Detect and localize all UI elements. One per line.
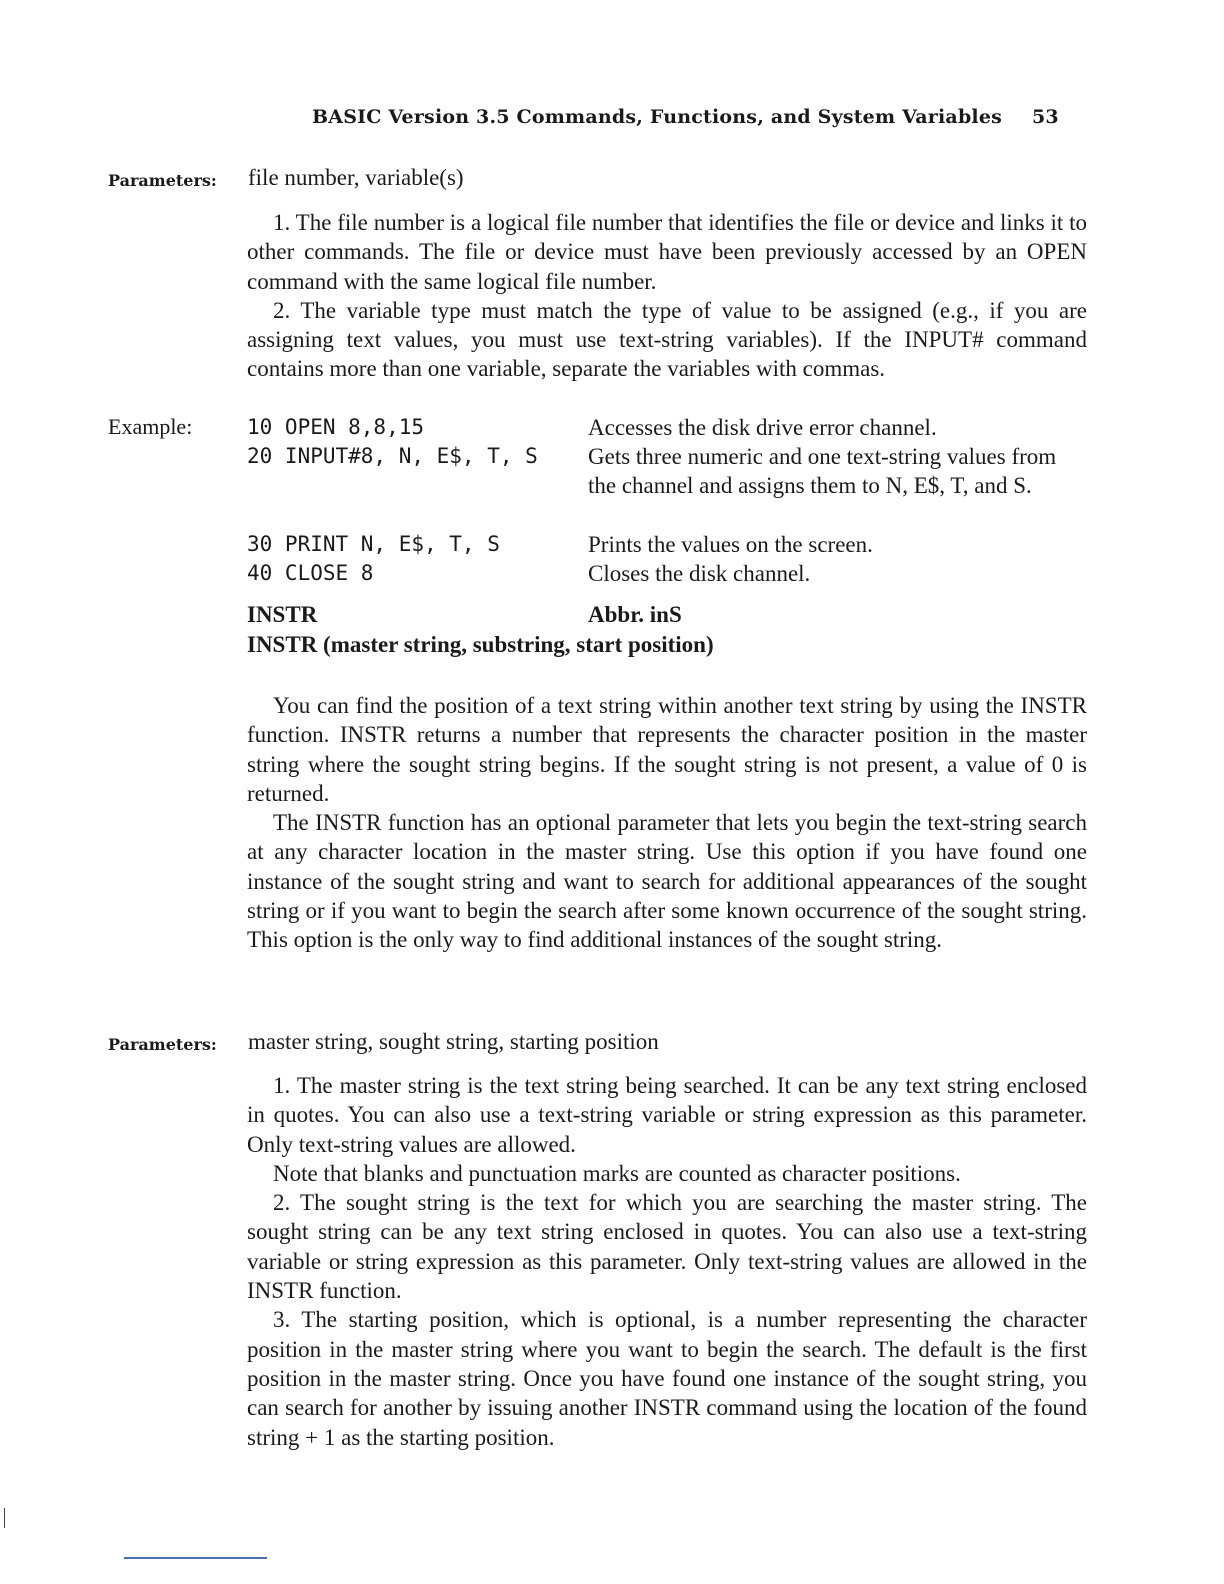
scan-edge-mark (4, 1508, 5, 1528)
example-label: Example: (108, 414, 193, 439)
instr-parameters-label: Parameters: (108, 1035, 217, 1054)
instr-parameter-notes (247, 1071, 1087, 1452)
footer-rule (124, 1557, 267, 1559)
example-code-description: Gets three numeric and one text-string values from the channel and assigns them to N, E$, T, and S. (588, 444, 1057, 499)
instr-abbreviation: Abbr. inS (588, 602, 682, 627)
input-param-2: 2. The variable type must match the type of value to be assigned (e.g., if you are assigning text values, you must use text-string variables). If the INPUT# command contains more than one variable, separate the variables with commas. (247, 297, 1087, 382)
instr-note: Note that blanks and punctuation marks are counted as character positions. (273, 1160, 961, 1186)
example-code-line: 20 INPUT#8, N, E$, T, S (247, 444, 538, 468)
instr-parameters-value: master string, sought string, starting position (248, 1029, 659, 1054)
instr-param-2: 2. The sought string is the text for which you are searching the master string. The sought string can be any text string enclosed in quotes. You can also use a text-string variable or string expression as this parameter. Only text-string values are allowed in the INSTR function. (247, 1190, 1087, 1304)
parameters-value: file number, variable(s) (248, 165, 464, 190)
input-param-1: 1. The file number is a logical file number that identifies the file or device and links it to other commands. The file or device must have been previously accessed by an OPEN command with the same logical file number. (247, 210, 1087, 294)
example-code-description: Accesses the disk drive error channel. (588, 415, 937, 440)
example-code-line: 10 OPEN 8,8,15 (247, 415, 425, 439)
instr-param-1: 1. The master string is the text string being searched. It can be any text string enclosed in quotes. You can also use a text-string variable or string expression as this parameter. Only text-string values are allowed. (247, 1073, 1087, 1157)
instr-description (247, 691, 1087, 955)
example-code-description: Closes the disk channel. (588, 561, 811, 586)
instr-syntax: INSTR (master string, substring, start position) (247, 632, 714, 657)
instr-heading: INSTR (247, 602, 318, 627)
instr-param-3: 3. The starting position, which is optional, is a number representing the character position in the master string where you want to begin the search. The default is the first position in the master string. Once you have found one instance of the sought string, you can search for another by issuing another INSTR command using the location of the found string + 1 as the starting position. (247, 1307, 1087, 1450)
page-number: 53 (1032, 106, 1059, 128)
example-code-line: 30 PRINT N, E$, T, S (247, 532, 500, 556)
running-head: BASIC Version 3.5 Commands, Functions, and System Variables (312, 106, 1003, 128)
instr-desc-1: You can find the position of a text string within another text string by using the INSTR function. INSTR returns a number that represents the character position in the master string where the sought string begins. If the sought string is not present, a value of 0 is returned. (247, 693, 1087, 806)
example-code-line: 40 CLOSE 8 (247, 561, 374, 585)
example-code-description: Prints the values on the screen. (588, 532, 873, 557)
input-parameter-notes (247, 208, 1087, 384)
parameters-label: Parameters: (108, 171, 217, 190)
instr-desc-2: The INSTR function has an optional parameter that lets you begin the text-string search at any character location in the master string. Use this option if you have found one instance of the sought string and want to search for additional appearances of the sought string or if you want to begin the search after some known occurrence of the sought string. This option is the only way to find additional instances of the sought string. (247, 810, 1087, 953)
